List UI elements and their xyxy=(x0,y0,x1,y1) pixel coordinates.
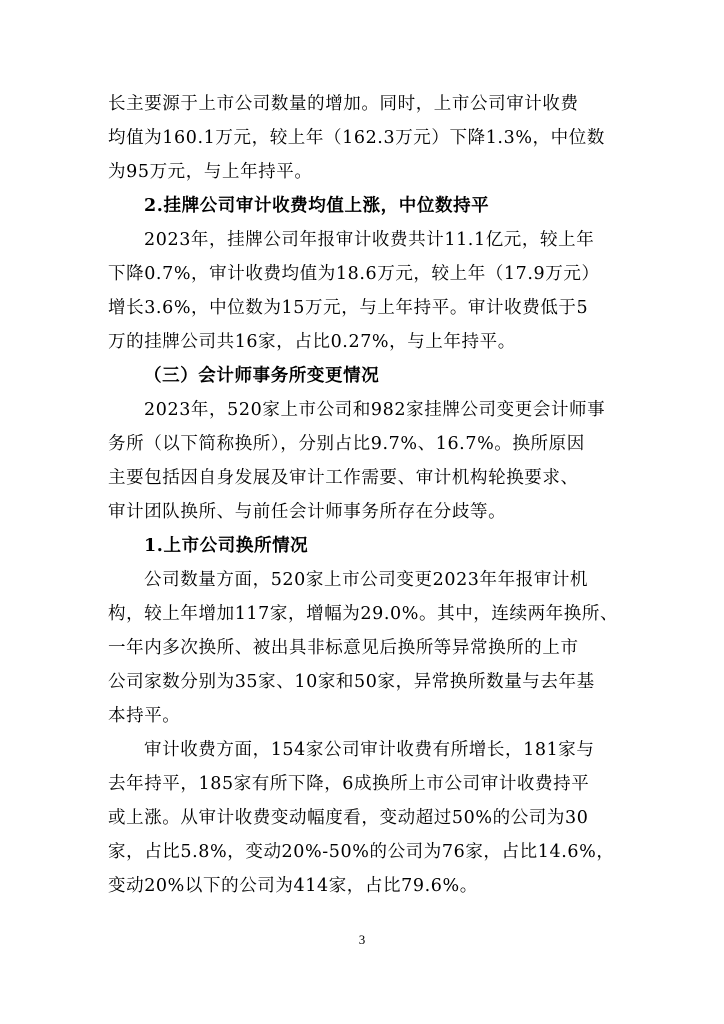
paragraph-line: 主要包括因自身发展及审计工作需要、审计机构轮换要求、 xyxy=(108,468,579,488)
paragraph-line: 审计收费方面，154家公司审计收费有所增长，181家与 xyxy=(144,740,595,760)
section-heading: 1.上市公司换所情况 xyxy=(144,536,309,556)
document-body xyxy=(108,91,618,907)
paragraph-line: 为95万元，与上年持平。 xyxy=(108,162,313,182)
paragraph-line: 公司家数分别为35家、10家和50家，异常换所数量与去年基 xyxy=(108,672,595,692)
paragraph-line: 均值为160.1万元，较上年（162.3万元）下降1.3%，中位数 xyxy=(108,128,605,148)
paragraph-line: 增长3.6%，中位数为15万元，与上年持平。审计收费低于5 xyxy=(108,298,589,318)
paragraph-line: 一年内多次换所、被出具非标意见后换所等异常换所的上市 xyxy=(108,638,579,658)
paragraph-line: 变动20%以下的公司为414家，占比79.6%。 xyxy=(108,876,478,896)
paragraph-line: 下降0.7%，审计收费均值为18.6万元，较上年（17.9万元） xyxy=(108,264,600,284)
paragraph-line: 公司数量方面，520家上市公司变更2023年年报审计机 xyxy=(144,570,589,590)
paragraph-line: 2023年，挂牌公司年报审计收费共计11.1亿元，较上年 xyxy=(144,230,595,250)
page-number: 3 xyxy=(358,932,366,947)
paragraph-line: 审计团队换所、与前任会计师事务所存在分歧等。 xyxy=(108,502,507,522)
paragraph-line: 本持平。 xyxy=(108,706,181,726)
section-heading: 2.挂牌公司审计收费均值上涨，中位数持平 xyxy=(144,196,490,216)
paragraph-line: 构，较上年增加117家，增幅为29.0%。其中，连续两年换所、 xyxy=(108,604,619,624)
paragraph-line: 或上涨。从审计收费变动幅度看，变动超过50%的公司为30 xyxy=(108,808,589,828)
paragraph-line: 务所（以下简称换所），分别占比9.7%、16.7%。换所原因 xyxy=(108,434,585,454)
paragraph-line: 2023年，520家上市公司和982家挂牌公司变更会计师事 xyxy=(144,400,606,420)
paragraph-line: 万的挂牌公司共16家，占比0.27%，与上年持平。 xyxy=(108,332,516,352)
paragraph-line: 家，占比5.8%，变动20%-50%的公司为76家，占比14.6%， xyxy=(108,842,615,862)
section-heading: （三）会计师事务所变更情况 xyxy=(144,366,380,386)
paragraph-line: 去年持平，185家有所下降，6成换所上市公司审计收费持平 xyxy=(108,774,590,794)
paragraph-line: 长主要源于上市公司数量的增加。同时，上市公司审计收费 xyxy=(108,94,579,114)
